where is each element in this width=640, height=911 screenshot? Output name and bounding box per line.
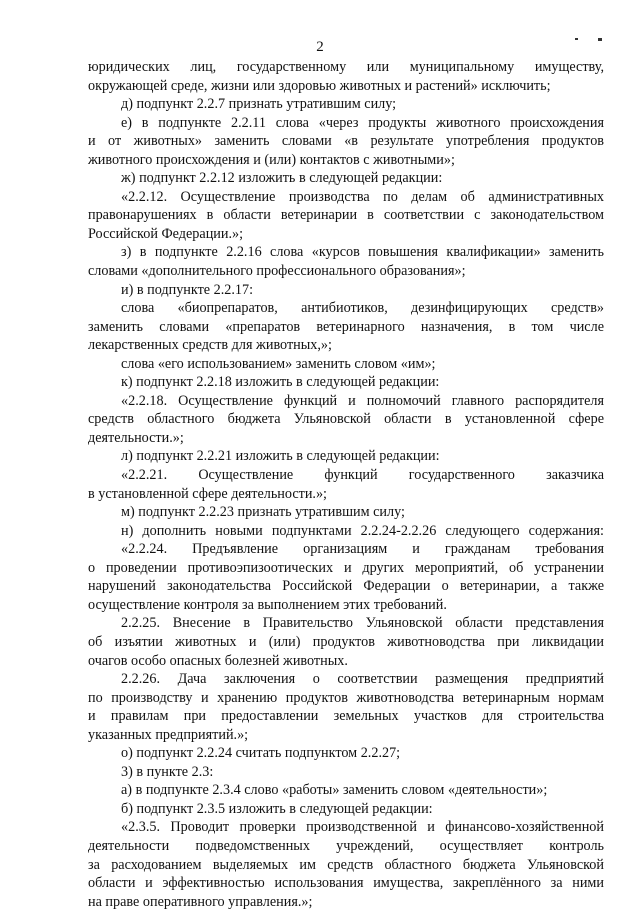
text-line: по производству и хранению продуктов животноводства ветеринарным нормам	[88, 689, 604, 706]
text-line: на праве оперативного управления.»;	[88, 893, 313, 910]
text-line: 2.2.26. Дача заключения о соответствии размещения предприятий	[121, 671, 604, 688]
text-line: лекарственных средств для животных,»;	[88, 337, 332, 354]
text-line: 3) в пункте 2.3:	[121, 763, 214, 780]
text-line: об изъятии животных и (или) продуктов животноводства при ликвидации	[88, 633, 604, 650]
text-line: 2.2.25. Внесение в Правительство Ульяновской области представления	[121, 615, 604, 632]
text-line: ж) подпункт 2.2.12 изложить в следующей редакции:	[121, 170, 443, 187]
text-line: «2.2.12. Осуществление производства по делам об административных	[121, 188, 604, 205]
text-line: «2.2.18. Осуществление функций и полномочий главного распорядителя	[121, 392, 604, 409]
text-line: л) подпункт 2.2.21 изложить в следующей редакции:	[121, 448, 440, 465]
text-line: «2.2.24. Предъявление организациям и гражданам требования	[121, 541, 604, 558]
text-line: и правилам при предоставлении земельных участков для строительства	[88, 708, 604, 725]
text-line: области и эффективностью использования имущества, закреплённого за ними	[88, 875, 604, 892]
text-line: Российской Федерации.»;	[88, 225, 244, 242]
text-line: б) подпункт 2.3.5 изложить в следующей редакции:	[121, 800, 433, 817]
text-line: словами «дополнительного профессионального образования»;	[88, 263, 466, 280]
text-line: деятельности.»;	[88, 429, 184, 446]
text-line: е) в подпункте 2.2.11 слова «через продукты животного происхождения	[121, 114, 604, 131]
text-line: в установленной сфере деятельности.»;	[88, 485, 327, 502]
text-line: м) подпункт 2.2.23 признать утратившим силу;	[121, 504, 405, 521]
text-line: слова «биопрепаратов, антибиотиков, дезинфицирующих средств»	[121, 300, 604, 317]
text-line: деятельности подведомственных учреждений, осуществляет контроль	[88, 837, 604, 854]
text-line: и) в подпункте 2.2.17:	[121, 281, 254, 298]
text-line: очагов особо опасных болезней животных.	[88, 652, 348, 669]
text-line: слова «его использованием» заменить словом «им»;	[121, 355, 436, 372]
text-line: осуществление контроля за выполнением этих требований.	[88, 596, 447, 613]
text-line: з) в подпункте 2.2.16 слова «курсов повышения квалификации» заменить	[121, 244, 604, 261]
text-line: заменить словами «препаратов ветеринарного назначения, в том числе	[88, 318, 604, 335]
text-line: д) подпункт 2.2.7 признать утратившим силу;	[121, 96, 397, 113]
text-line: за расходованием выделяемых им средств областного бюджета Ульяновской	[88, 856, 604, 873]
text-line: «2.2.21. Осуществление функций государственного заказчика	[121, 467, 604, 484]
text-line: а) в подпункте 2.3.4 слово «работы» заменить словом «деятельности»;	[121, 782, 548, 799]
text-line: окружающей среде, жизни или здоровью животных и растений» исключить;	[88, 77, 551, 94]
text-line: животного происхождения и (или) контактов с животными»;	[88, 151, 455, 168]
text-line: к) подпункт 2.2.18 изложить в следующей редакции:	[121, 374, 440, 391]
text-line: о) подпункт 2.2.24 считать подпунктом 2.2.27;	[121, 745, 401, 762]
scan-artifact	[575, 38, 578, 40]
page-number: 2	[316, 39, 324, 55]
text-line: «2.3.5. Проводит проверки производственной и финансово-хозяйственной	[121, 819, 604, 836]
text-line: нарушений законодательства Российской Федерации о ветеринарии, а также	[88, 578, 604, 595]
text-line: юридических лиц, государственному или муниципальному имуществу,	[88, 59, 604, 75]
scan-artifact	[598, 38, 602, 41]
text-line: о проведении противоэпизоотических и других мероприятий, об устранении	[88, 559, 604, 576]
text-line: средств областного бюджета Ульяновской области в установленной сфере	[88, 411, 604, 428]
text-line: н) дополнить новыми подпунктами 2.2.24-2.2.26 следующего содержания:	[121, 522, 604, 539]
text-line: указанных предприятий.»;	[88, 726, 249, 743]
document-body	[88, 58, 604, 911]
text-line: и от животных» заменить словами «в результате употребления продуктов	[88, 133, 604, 150]
text-line: правонарушениях в области ветеринарии в соответствии с законодательством	[88, 207, 604, 224]
